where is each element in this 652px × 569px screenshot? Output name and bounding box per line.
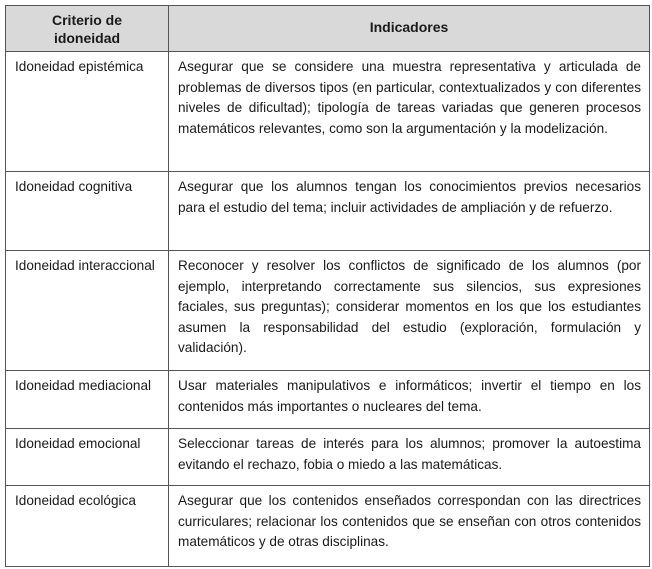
header-criterio: Criterio de idoneidad bbox=[6, 6, 169, 52]
criterio-cell: Idoneidad mediacional bbox=[6, 371, 169, 429]
indicadores-cell: Reconocer y resolver los conflictos de significado de los alumnos (por ejemplo, interpretando correctamente sus silencios, sus expresiones faciales, sus preguntas); considerar momentos en los que los estudiantes asumen la responsabilidad del estudio (exploración, formulación y validación). bbox=[169, 251, 650, 371]
table-row bbox=[6, 172, 650, 251]
table-row bbox=[6, 371, 650, 429]
criterio-cell: Idoneidad emocional bbox=[6, 429, 169, 486]
table-header-row bbox=[6, 6, 650, 52]
indicadores-cell: Asegurar que los contenidos enseñados correspondan con las directrices curriculares; relacionar los contenidos que se enseñan con otros contenidos matemáticos y de otras disciplinas. bbox=[169, 486, 650, 567]
table-row bbox=[6, 486, 650, 567]
header-indicadores: Indicadores bbox=[169, 6, 650, 52]
indicadores-cell: Seleccionar tareas de interés para los alumnos; promover la autoestima evitando el rechazo, fobia o miedo a las matemáticas. bbox=[169, 429, 650, 486]
table-row bbox=[6, 52, 650, 172]
table-row bbox=[6, 429, 650, 486]
indicadores-cell: Asegurar que los alumnos tengan los conocimientos previos necesarios para el estudio del tema; incluir actividades de ampliación y de refuerzo. bbox=[169, 172, 650, 251]
criterio-cell: Idoneidad interaccional bbox=[6, 251, 169, 371]
criterio-cell: Idoneidad ecológica bbox=[6, 486, 169, 567]
table-row bbox=[6, 251, 650, 371]
criterio-cell: Idoneidad epistémica bbox=[6, 52, 169, 172]
indicadores-cell: Usar materiales manipulativos e informáticos; invertir el tiempo en los contenidos más importantes o nucleares del tema. bbox=[169, 371, 650, 429]
idoneidad-table bbox=[5, 5, 650, 567]
indicadores-cell: Asegurar que se considere una muestra representativa y articulada de problemas de diversos tipos (en particular, contextualizados y con diferentes niveles de dificultad); tipología de tareas variadas que generen procesos matemáticos relevantes, como son la argumentación y la modelización. bbox=[169, 52, 650, 172]
criterio-cell: Idoneidad cognitiva bbox=[6, 172, 169, 251]
